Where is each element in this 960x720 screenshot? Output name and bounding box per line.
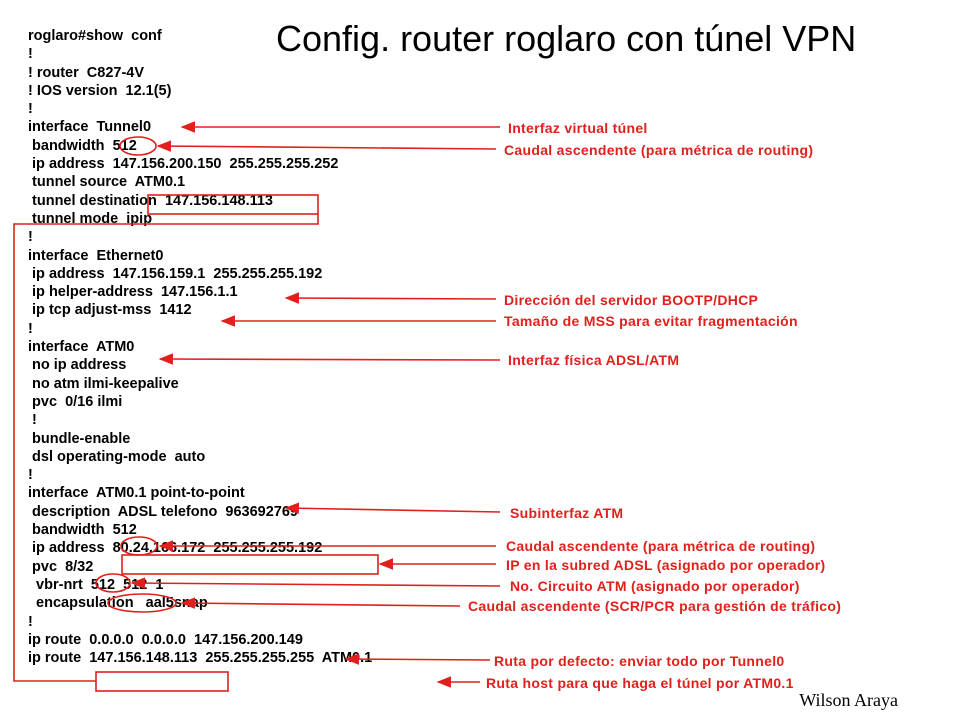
slide-title: Config. router roglaro con túnel VPN <box>276 18 857 59</box>
config-line: ! router C827-4V <box>28 64 145 81</box>
config-line: bandwidth 512 <box>28 522 137 539</box>
config-line: interface Tunnel0 <box>28 119 152 136</box>
config-line: interface ATM0 <box>28 339 135 356</box>
config-line: vbr-nrt 512 512 1 <box>28 576 164 593</box>
config-line: ! <box>28 613 33 630</box>
annotation-atm0: Interfaz física ADSL/ATM <box>508 352 680 368</box>
config-line: ! <box>28 229 33 246</box>
annotation-vbr-nrt: Caudal ascendente (SCR/PCR para gestión de tráfico) <box>468 598 842 614</box>
annotation-pvc: No. Circuito ATM (asignado por operador) <box>510 578 800 594</box>
config-line: ip address 147.156.159.1 255.255.255.192 <box>28 265 323 282</box>
config-line: ! <box>28 46 33 63</box>
annotation-tcp-mss: Tamaño de MSS para evitar fragmentación <box>504 313 798 329</box>
annotation-subinterface: Subinterfaz ATM <box>510 505 624 521</box>
config-line: interface ATM0.1 point-to-point <box>28 485 245 502</box>
config-line: tunnel mode ipip <box>28 210 153 227</box>
config-line: ip tcp adjust-mss 1412 <box>28 302 192 319</box>
author-credit: Wilson Araya <box>799 690 898 710</box>
config-line: ip address 147.156.200.150 255.255.255.252 <box>28 156 339 173</box>
annotation-adsl-ip: IP en la subred ADSL (asignado por operador) <box>506 557 826 573</box>
config-line: interface Ethernet0 <box>28 247 164 264</box>
config-line: ! <box>28 320 33 337</box>
config-line: ! IOS version 12.1(5) <box>28 82 172 99</box>
config-line: ip route 147.156.148.113 255.255.255.255 ATM0.1 <box>28 650 373 667</box>
annotation-default-route: Ruta por defecto: enviar todo por Tunnel0 <box>494 653 785 669</box>
config-line: bandwidth 512 <box>28 137 137 154</box>
annotation-host-route: Ruta host para que haga el túnel por ATM0.1 <box>486 675 794 691</box>
config-line: tunnel destination 147.156.148.113 <box>28 192 273 209</box>
config-line: tunnel source ATM0.1 <box>28 174 186 191</box>
config-line: ip route 0.0.0.0 0.0.0.0 147.156.200.149 <box>28 631 303 648</box>
config-line: ip helper-address 147.156.1.1 <box>28 284 238 301</box>
annotation-tunnel0: Interfaz virtual túnel <box>508 120 648 136</box>
annotation-helper-address: Dirección del servidor BOOTP/DHCP <box>504 292 759 308</box>
config-line: description ADSL telefono 963692769 <box>28 503 298 520</box>
annotation-tunnel-bandwidth: Caudal ascendente (para métrica de routing) <box>504 142 814 158</box>
config-line: ! <box>28 412 37 429</box>
config-line: pvc 0/16 ilmi <box>28 393 123 410</box>
config-line: ! <box>28 467 33 484</box>
annotation-atm-bandwidth: Caudal ascendente (para métrica de routing) <box>506 538 816 554</box>
config-line: no atm ilmi-keepalive <box>28 375 179 392</box>
config-line: ! <box>28 101 33 118</box>
config-line: encapsulation aal5snap <box>28 595 208 612</box>
config-line: roglaro#show conf <box>28 28 162 44</box>
config-line: dsl operating-mode auto <box>28 448 206 465</box>
config-line: bundle-enable <box>28 430 131 447</box>
config-line: no ip address <box>28 357 127 374</box>
config-line: ip address 80.24.166.172 255.255.255.192 <box>28 540 323 557</box>
config-line: pvc 8/32 <box>28 558 94 575</box>
